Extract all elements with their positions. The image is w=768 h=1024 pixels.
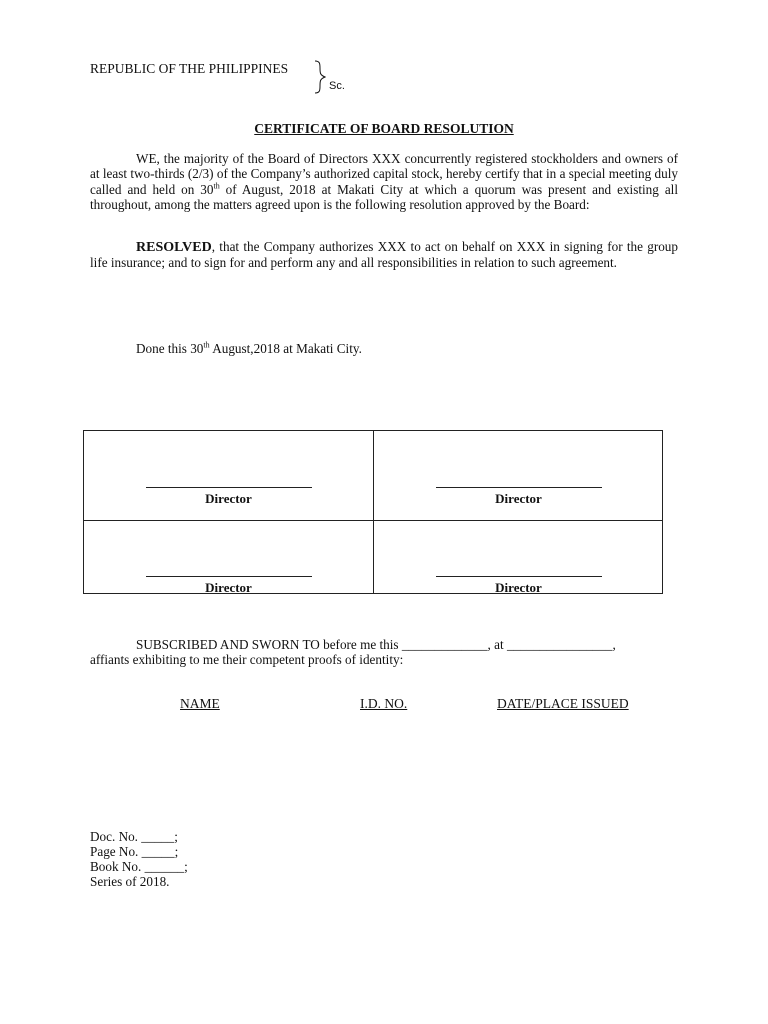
book-no: Book No. ______; <box>90 859 188 874</box>
superscript-th: th <box>213 181 220 191</box>
signature-label: Director <box>495 491 542 506</box>
republic-header: REPUBLIC OF THE PHILIPPINES <box>90 61 289 76</box>
series: Series of 2018. <box>90 874 170 889</box>
signature-label: Director <box>495 580 542 595</box>
done-text-rest: August,2018 at Makati City. <box>209 341 362 356</box>
column-id-no: I.D. NO. <box>360 696 408 711</box>
done-superscript: th <box>203 340 210 350</box>
page-no: Page No. _____; <box>90 844 179 859</box>
signature-cell-4 <box>374 576 663 596</box>
signature-line <box>146 487 312 488</box>
signature-label: Director <box>205 491 252 506</box>
signature-cell-1 <box>84 487 373 507</box>
signature-cell-3 <box>84 576 373 596</box>
resolved-lead: RESOLVED <box>136 240 212 255</box>
brace-icon <box>314 60 326 94</box>
done-text: Done this 30 <box>136 341 204 356</box>
paragraph-certify-text: WE, the majority of the Board of Directors XXX concurrently registered stockholders and owners of at least two-thirds (2/3) of the Company’s authorized capital stock, hereby certify that in a special meeting duly called and held on 30 <box>90 151 678 197</box>
column-date-place: DATE/PLACE ISSUED <box>497 696 629 711</box>
signature-line <box>436 487 602 488</box>
paragraph-certify <box>90 151 678 212</box>
doc-no: Doc. No. _____; <box>90 829 178 844</box>
done-line <box>136 341 362 357</box>
notary-block <box>90 829 188 889</box>
resolved-text: , that the Company authorizes XXX to act on behalf on XXX in signing for the group life insurance; and to sign for and perform any and all responsibilities in relation to such agreement. <box>90 239 678 271</box>
table-divider-vertical <box>373 431 374 593</box>
table-divider-horizontal <box>84 520 662 521</box>
column-name: NAME <box>180 696 220 711</box>
signature-line <box>436 576 602 577</box>
sc-label: Sc. <box>329 80 345 92</box>
paragraph-resolved <box>90 239 678 271</box>
signature-cell-2 <box>374 487 663 507</box>
signature-line <box>146 576 312 577</box>
paragraph-certify-text-rest: of August, 2018 at Makati City at which a quorum was present and existing all throughout, among the matters agreed upon is the following resolution approved by the Board: <box>90 181 678 212</box>
signature-label: Director <box>205 580 252 595</box>
sworn-line-1: SUBSCRIBED AND SWORN TO before me this _____________, at ________________, <box>136 637 616 652</box>
document-title: CERTIFICATE OF BOARD RESOLUTION <box>254 121 514 136</box>
sworn-statement <box>90 637 680 668</box>
sworn-line-2: affiants exhibiting to me their competent proofs of identity: <box>90 652 404 668</box>
signature-table <box>83 430 663 594</box>
